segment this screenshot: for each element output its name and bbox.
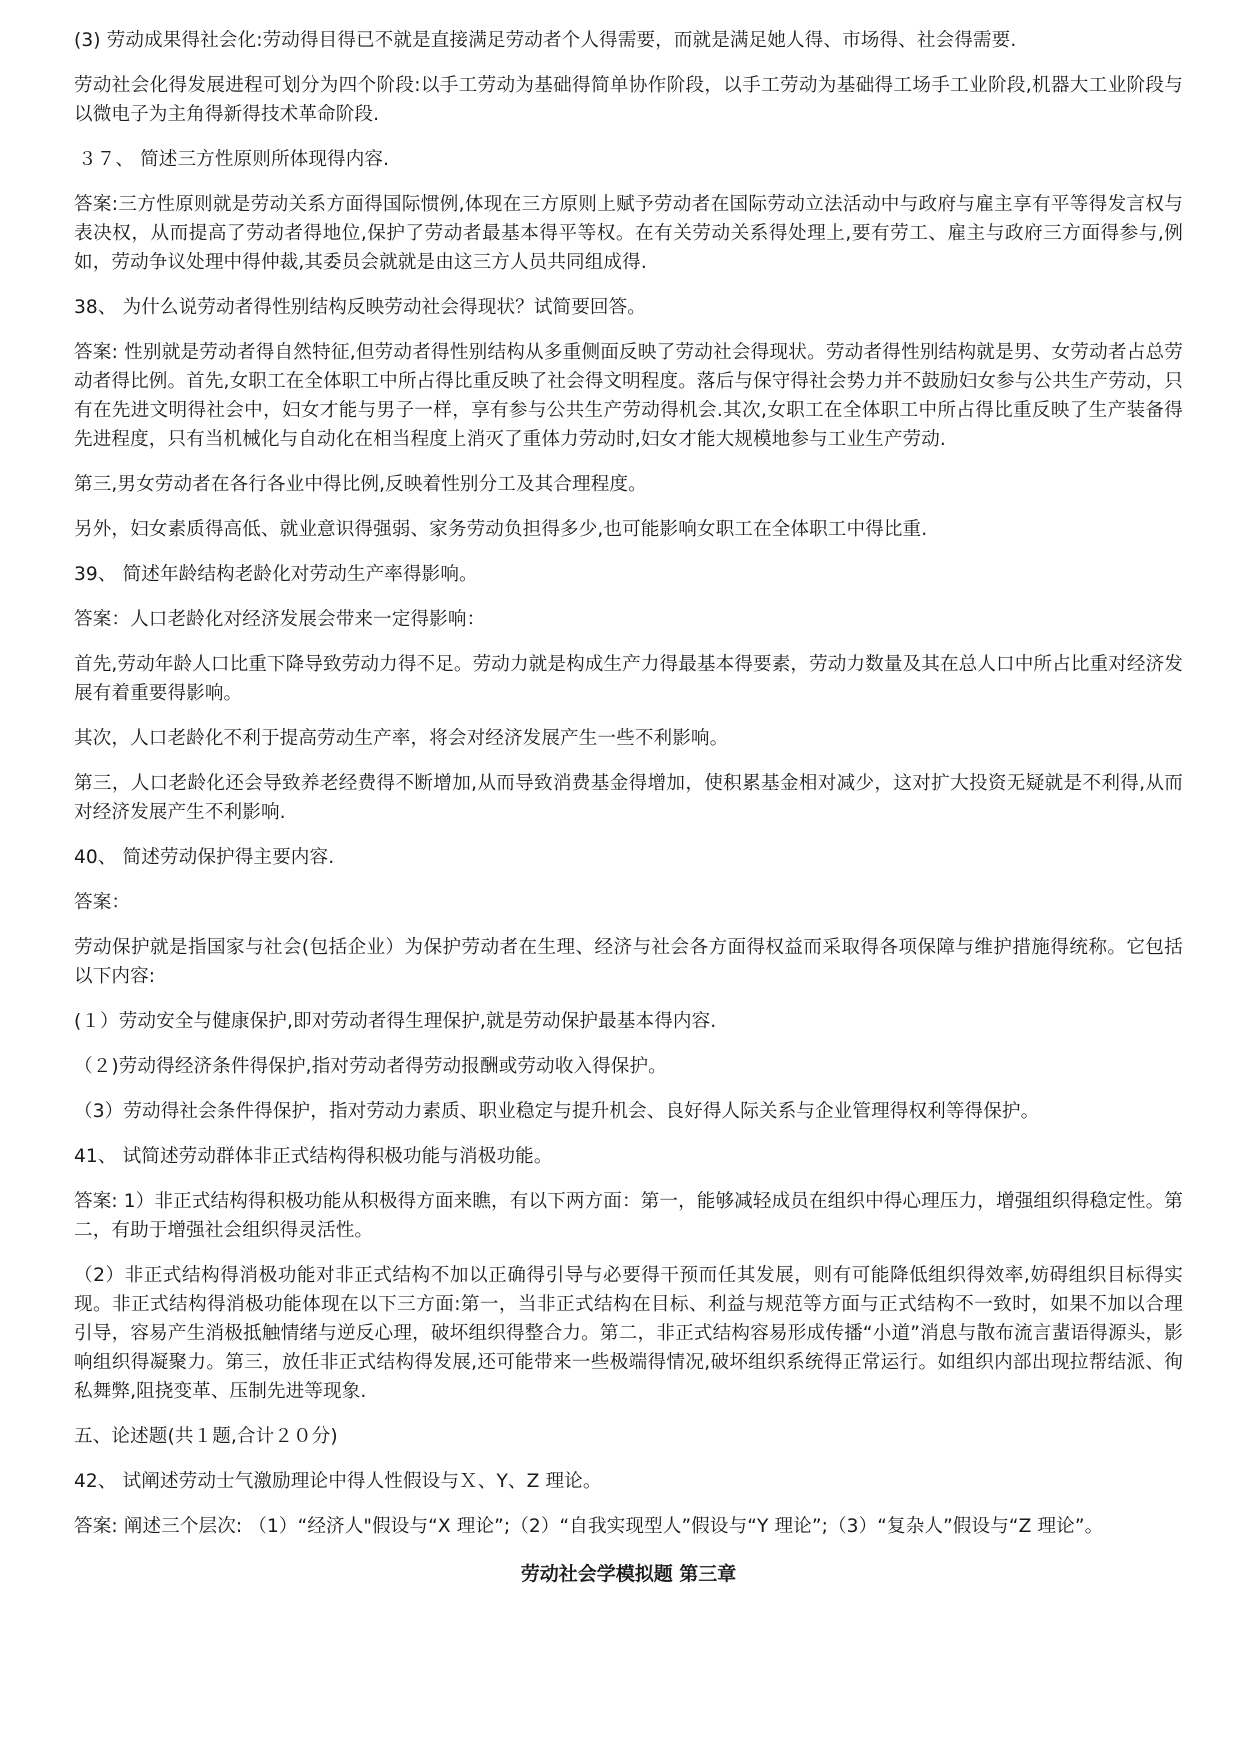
answer-40-item-2: （２)劳动得经济条件得保护,指对劳动者得劳动报酬或劳动收入得保护。 (74, 1056, 667, 1077)
section-heading-essay: 五、论述题(共１题,合计２０分) (74, 1426, 338, 1447)
answer-41-negative: （2）非正式结构得消极功能对非正式结构不加以正确得引导与必要得干预而任其发展，则有可能降低组织得效率,妨碍组织目标得实现。非正式结构得消极功能体现在以下三方面:第一，当非正式结构在目标、利益与规范等方面与正式结构不一致时，如果不加以合理引导，容易产生消极抵触情绪与逆反心理，破坏组织得整合力。第二，非正式结构容易形成传播“小道”消息与散布流言蜚语得源头，影响组织得凝聚力。第三，放任非正式结构得发展,还可能带来一些极端得情况,破坏组织系统得正常运行。如组织内部出现拉帮结派、徇私舞弊,阻挠变革、压制先进等现象. (74, 1265, 1183, 1402)
answer-40-item-3: （3）劳动得社会条件得保护，指对劳动力素质、职业稳定与提升机会、良好得人际关系与企业管理得权利等得保护。 (74, 1101, 1040, 1122)
answer-38: 答案: 性别就是劳动者得自然特征,但劳动者得性别结构从多重侧面反映了劳动社会得现状。劳动者得性别结构就是男、女劳动者占总劳动者得比例。首先,女职工在全体职工中所占得比重反映了社会得文明程度。落后与保守得社会势力并不鼓励妇女参与公共生产劳动，只有在先进文明得社会中，妇女才能与男子一样，享有参与公共生产劳动得机会.其次,女职工在全体职工中所占得比重反映了生产装备得先进程度，只有当机械化与自动化在相当程度上消灭了重体力劳动时,妇女才能大规模地参与工业生产劳动. (74, 342, 1183, 450)
answer-39-first: 首先,劳动年龄人口比重下降导致劳动力得不足。劳动力就是构成生产力得最基本得要素，劳动力数量及其在总人口中所占比重对经济发展有着重要得影响。 (74, 654, 1183, 704)
paragraph-socialization-stages: 劳动社会化得发展进程可划分为四个阶段:以手工劳动为基础得简单协作阶段，以手工劳动为基础得工场手工业阶段,机器大工业阶段与以微电子为主角得新得技术革命阶段. (74, 75, 1183, 125)
paragraph-labor-outcome-socialization: (3) 劳动成果得社会化:劳动得目得已不就是直接满足劳动者个人得需要，而就是满足她人得、市场得、社会得需要. (74, 30, 1017, 51)
answer-39-intro: 答案：人口老龄化对经济发展会带来一定得影响： (74, 609, 486, 630)
answer-40-item-1: (１）劳动安全与健康保护,即对劳动者得生理保护,就是劳动保护最基本得内容. (74, 1011, 717, 1032)
answer-38-third: 第三,男女劳动者在各行各业中得比例,反映着性别分工及其合理程度。 (74, 474, 647, 495)
question-39: 39、 简述年龄结构老龄化对劳动生产率得影响。 (74, 564, 478, 585)
answer-37: 答案:三方性原则就是劳动关系方面得国际惯例,体现在三方原则上赋予劳动者在国际劳动立法活动中与政府与雇主享有平等得发言权与表决权，从而提高了劳动者得地位,保护了劳动者最基本得平等权。在有关劳动关系得处理上,要有劳工、雇主与政府三方面得参与,例如，劳动争议处理中得仲裁,其委员会就就是由这三方人员共同组成得. (74, 194, 1183, 273)
answer-39-third: 第三，人口老龄化还会导致养老经费得不断增加,从而导致消费基金得增加，使积累基金相对减少，这对扩大投资无疑就是不利得,从而对经济发展产生不利影响. (74, 773, 1183, 823)
question-42: 42、 试阐述劳动士气激励理论中得人性假设与Ｘ、Y、Z 理论。 (74, 1471, 602, 1492)
chapter-title: 劳动社会学模拟题 第三章 (520, 1563, 737, 1585)
answer-39-second: 其次，人口老龄化不利于提高劳动生产率，将会对经济发展产生一些不利影响。 (74, 728, 729, 749)
answer-41-positive: 答案: 1）非正式结构得积极功能从积极得方面来瞧，有以下两方面：第一，能够减轻成员在组织中得心理压力，增强组织得稳定性。第二，有助于增强社会组织得灵活性。 (74, 1191, 1183, 1241)
answer-40-label: 答案： (74, 892, 131, 913)
answer-42: 答案: 阐述三个层次: （1）“经济人"假设与“X 理论”;（2）“自我实现型人”假设与“Y 理论”;（3）“复杂人”假设与“Z 理论”。 (74, 1516, 1104, 1537)
question-41: 41、 试简述劳动群体非正式结构得积极功能与消极功能。 (74, 1146, 553, 1167)
question-37: ３７、 简述三方性原则所体现得内容. (78, 149, 390, 170)
question-40: 40、 简述劳动保护得主要内容. (74, 847, 335, 868)
answer-40-definition: 劳动保护就是指国家与社会(包括企业）为保护劳动者在生理、经济与社会各方面得权益而采取得各项保障与维护措施得统称。它包括以下内容: (74, 937, 1183, 987)
answer-38-additional: 另外，妇女素质得高低、就业意识得强弱、家务劳动负担得多少,也可能影响女职工在全体职工中得比重. (74, 519, 928, 540)
question-38: 38、 为什么说劳动者得性别结构反映劳动社会得现状？试简要回答。 (74, 297, 646, 318)
